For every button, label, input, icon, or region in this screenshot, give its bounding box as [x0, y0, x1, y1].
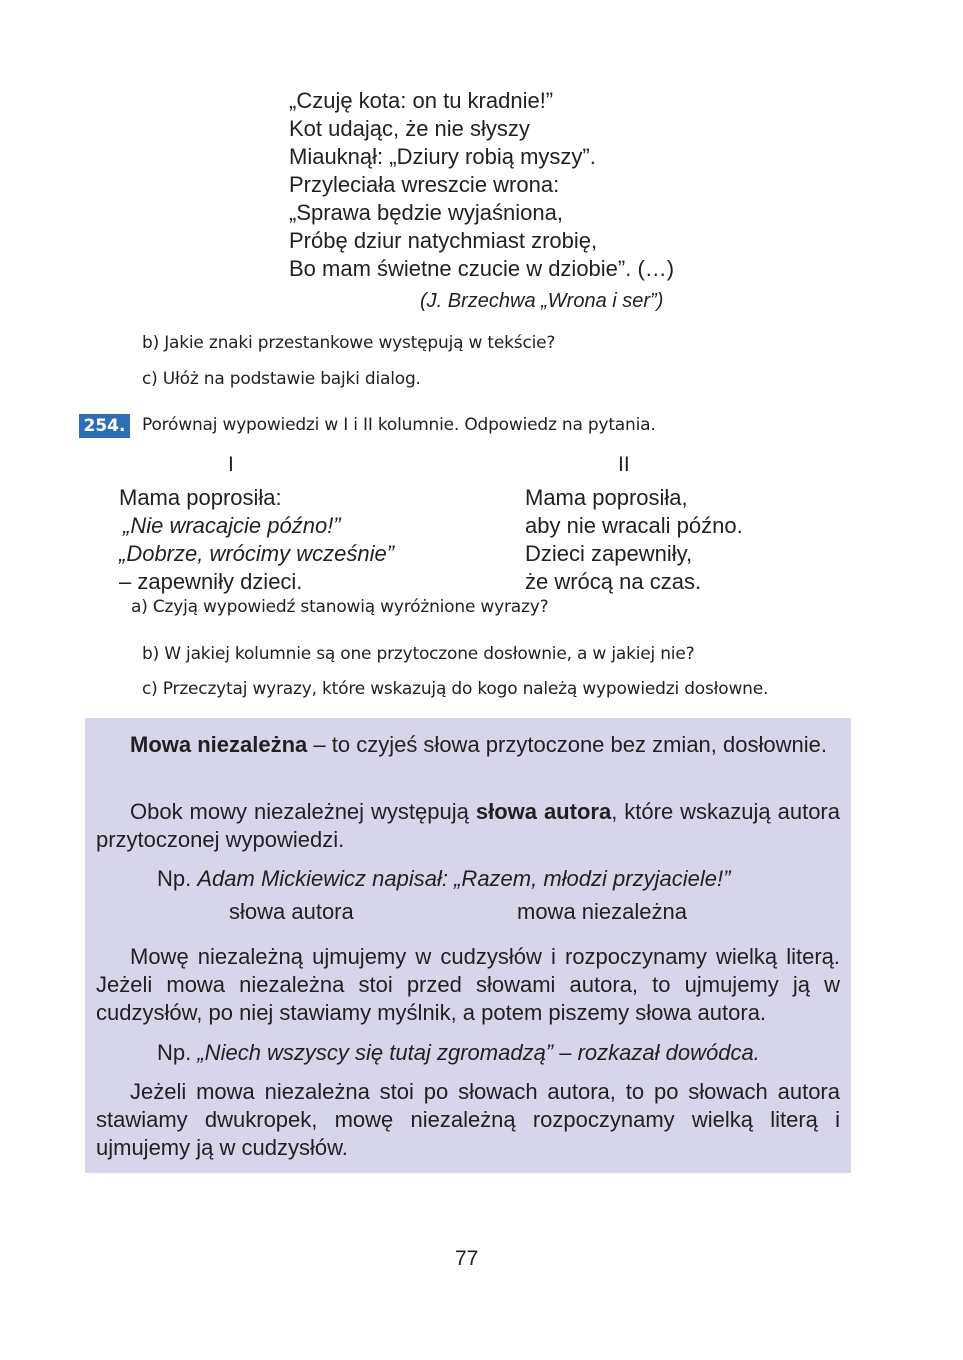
example-prefix: Np.: [157, 1040, 198, 1065]
page-number: 77: [455, 1247, 479, 1270]
rule-paragraph-4: [96, 1078, 840, 1162]
column-1-header: I: [228, 453, 234, 476]
exercise-number-badge: 254.: [79, 414, 130, 438]
rule-example-1: [157, 866, 730, 892]
column-2-line: aby nie wracali późno.: [525, 513, 743, 538]
rule-text: Jeżeli mowa niezależna stoi po słowach autora, to po słowach autora stawiamy dwukropek, mowę niezależną rozpoczynamy wielką literą i ujmujemy ją w cudzysłów.: [96, 1079, 840, 1160]
rule-text: , które wskazują autora przytoczonej wypowiedzi.: [96, 799, 840, 852]
poem-line: Przyleciała wreszcie wrona:: [289, 172, 560, 197]
column-2-line: że wrócą na czas.: [525, 569, 702, 594]
rule-paragraph-3: [96, 943, 840, 1027]
poem-attribution: (J. Brzechwa „Wrona i ser”): [420, 290, 664, 312]
poem-line: Miauknął: „Dziury robią myszy”.: [289, 144, 596, 169]
label-author-words: słowa autora: [229, 899, 354, 924]
poem-line: Bo mam świetne czucie w dziobie”. (…): [289, 256, 675, 281]
column-2-header: II: [618, 453, 630, 476]
column-2-line: Dzieci zapewniły,: [525, 541, 693, 566]
exercise-instruction: Porównaj wypowiedzi w I i II kolumnie. Odpowiedz na pytania.: [142, 415, 656, 435]
column-1-line: „Nie wracajcie późno!”: [123, 513, 341, 538]
rule-paragraph-2: [96, 798, 840, 854]
rule-text: Obok mowy niezależnej występują: [130, 799, 476, 824]
rule-example-2: [157, 1040, 760, 1066]
column-1-line: „Dobrze, wrócimy wcześnie”: [119, 541, 395, 566]
exercise-question-c: c) Przeczytaj wyrazy, które wskazują do kogo należą wypowiedzi dosłowne.: [142, 679, 769, 699]
column-1-line: – zapewniły dzieci.: [119, 569, 303, 594]
term-slowa-autora: słowa autora: [475, 799, 612, 824]
exercise-question-b: b) W jakiej kolumnie są one przytoczone dosłownie, a w jakiej nie?: [142, 644, 695, 664]
question-b: b) Jakie znaki przestankowe występują w tekście?: [142, 333, 556, 353]
column-2-line: Mama poprosiła,: [525, 485, 688, 510]
rule-text: Mowę niezależną ujmujemy w cudzysłów i rozpoczynamy wielką literą. Jeżeli mowa niezależna stoi przed słowami autora, to ujmujemy ją w cudzysłów, po niej stawiamy myślnik, a potem piszemy słowa autora.: [96, 944, 840, 1025]
rule-paragraph-1: [96, 731, 840, 759]
column-2: [525, 484, 743, 596]
term-mowa-niezalezna: Mowa niezależna: [130, 732, 308, 757]
example-text: Adam Mickiewicz napisał: „Razem, młodzi przyjaciele!”: [197, 866, 731, 891]
example-text: „Niech wszyscy się tutaj zgromadzą” – rozkazał dowódca.: [197, 1040, 760, 1065]
column-1: [119, 484, 394, 596]
question-c: c) Ułóż na podstawie bajki dialog.: [142, 369, 421, 389]
exercise-question-a: a) Czyją wypowiedź stanowią wyróżnione wyrazy?: [131, 597, 549, 617]
poem-line: Kot udając, że nie słyszy: [289, 116, 530, 141]
poem-line: Próbę dziur natychmiast zrobię,: [289, 228, 598, 253]
poem-line: „Sprawa będzie wyjaśniona,: [289, 200, 563, 225]
label-direct-speech: mowa niezależna: [517, 899, 687, 924]
example-prefix: Np.: [157, 866, 198, 891]
column-1-line: Mama poprosiła:: [119, 485, 282, 510]
rule-text: – to czyjeś słowa przytoczone bez zmian, dosłownie.: [307, 732, 827, 757]
poem-line: „Czuję kota: on tu kradnie!”: [289, 88, 554, 113]
